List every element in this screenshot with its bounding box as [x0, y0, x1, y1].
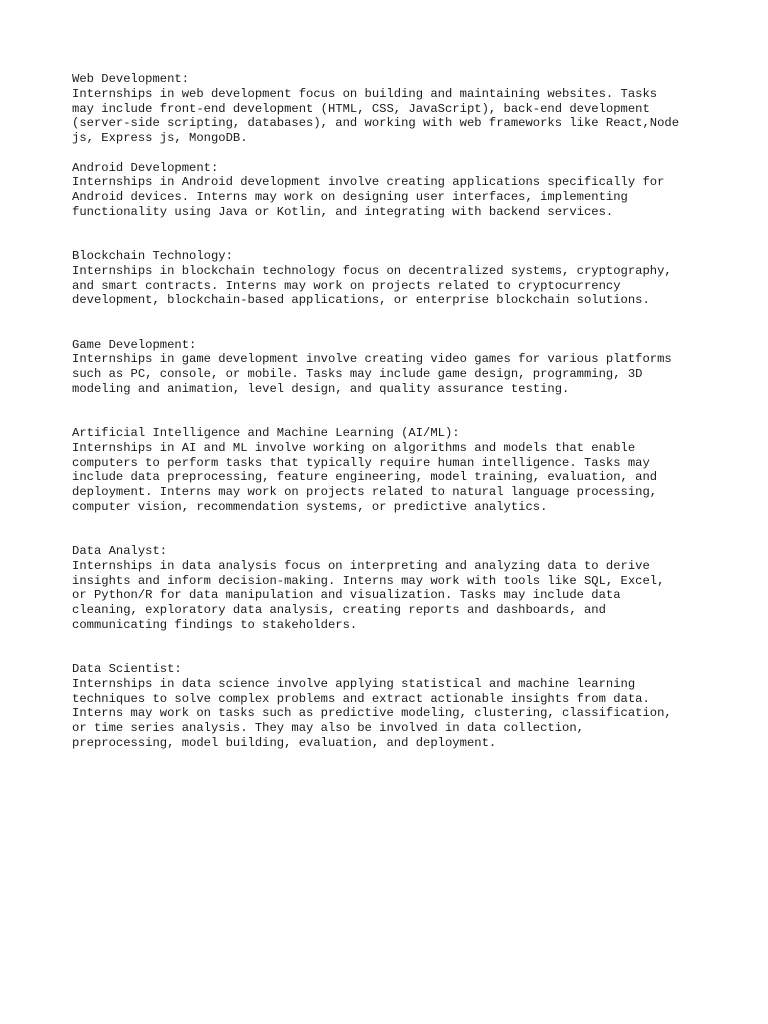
section-text-line: insights and inform decision-making. Interns may work with tools like SQL, Excel,	[72, 573, 665, 588]
section-heading: Web Development:	[72, 72, 190, 86]
section-data-analyst	[72, 544, 712, 633]
section-text-line: Internships in game development involve creating video games for various platforms	[72, 352, 672, 367]
section-heading: Android Development:	[72, 160, 219, 175]
section-text-line: Internships in data analysis focus on interpreting and analyzing data to derive	[72, 558, 650, 573]
section-text-line: computers to perform tasks that typically require human intelligence. Tasks may	[72, 455, 650, 470]
section-text-line: development, blockchain-based applications, or enterprise blockchain solutions.	[72, 293, 650, 308]
section-heading: Data Scientist:	[72, 662, 182, 676]
section-android-development	[72, 161, 712, 220]
section-text-line: communicating findings to stakeholders.	[72, 617, 358, 632]
section-spacer	[72, 397, 712, 427]
section-text-line: preprocessing, model building, evaluation, and deployment.	[72, 735, 497, 750]
section-heading: Artificial Intelligence and Machine Learning (AI/ML):	[72, 426, 460, 440]
section-heading: Data Analyst:	[72, 544, 168, 558]
section-text-line: functionality using Java or Kotlin, and integrating with backend services.	[72, 204, 614, 219]
section-spacer	[72, 308, 712, 338]
section-text-line: cleaning, exploratory data analysis, creating reports and dashboards, and	[72, 603, 606, 617]
section-text-line: Internships in web development focus on building and maintaining websites. Tasks	[72, 86, 658, 101]
section-text-line: deployment. Interns may work on projects related to natural language processing,	[72, 485, 658, 499]
section-blockchain-technology	[72, 249, 712, 308]
section-text-line: Interns may work on tasks such as predictive modeling, clustering, classification,	[72, 706, 672, 721]
section-web-development	[72, 72, 712, 146]
section-text-line: Android devices. Interns may work on designing user interfaces, implementing	[72, 190, 628, 204]
section-text-line: Internships in Android development involve creating applications specifically for	[72, 175, 665, 190]
section-spacer	[72, 515, 712, 545]
section-text-line: and smart contracts. Interns may work on projects related to cryptocurrency	[72, 278, 621, 293]
section-text-line: computer vision, recommendation systems, or predictive analytics.	[72, 499, 548, 514]
section-text-line: or Python/R for data manipulation and visualization. Tasks may include data	[72, 588, 621, 603]
section-text-line: techniques to solve complex problems and extract actionable insights from data.	[72, 691, 650, 706]
section-spacer	[72, 220, 712, 250]
section-text-line: js, Express js, MongoDB.	[72, 131, 248, 145]
section-text-line: such as PC, console, or mobile. Tasks may include game design, programming, 3D	[72, 367, 643, 381]
section-text-line: include data preprocessing, feature engineering, model training, evaluation, and	[72, 470, 658, 485]
section-text-line: Internships in AI and ML involve working on algorithms and models that enable	[72, 440, 636, 455]
section-heading: Game Development:	[72, 337, 197, 352]
section-text-line: (server-side scripting, databases), and working with web frameworks like React,Node	[72, 116, 680, 131]
section-text-line: Internships in blockchain technology focus on decentralized systems, cryptography,	[72, 263, 672, 278]
section-heading: Blockchain Technology:	[72, 249, 233, 263]
section-spacer	[72, 146, 712, 161]
section-data-scientist	[72, 662, 712, 751]
section-text-line: or time series analysis. They may also be involved in data collection,	[72, 721, 584, 735]
section-text-line: modeling and animation, level design, and quality assurance testing.	[72, 381, 570, 396]
section-spacer	[72, 633, 712, 663]
section-game-development	[72, 338, 712, 397]
document-page	[72, 72, 712, 751]
section-text-line: may include front-end development (HTML, CSS, JavaScript), back-end development	[72, 101, 650, 116]
section-ai-ml	[72, 426, 712, 515]
section-text-line: Internships in data science involve applying statistical and machine learning	[72, 676, 636, 691]
